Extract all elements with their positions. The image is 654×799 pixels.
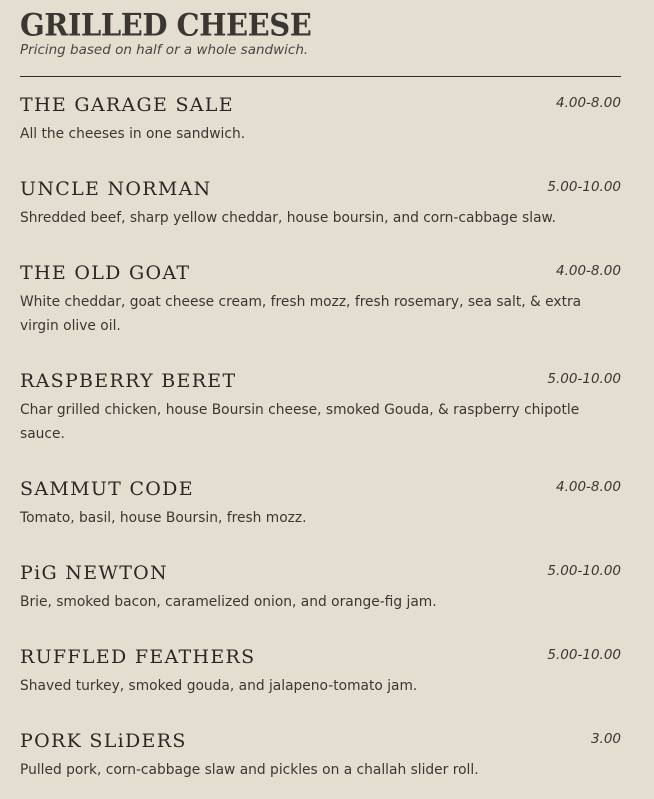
item-description: Brie, smoked bacon, caramelized onion, and orange-fig jam. xyxy=(20,594,437,610)
section-divider xyxy=(20,76,621,77)
item-name: RUFFLED FEATHERS xyxy=(20,646,256,668)
item-description: Char grilled chicken, house Boursin cheese, smoked Gouda, & raspberry chipotle sauce. xyxy=(20,402,580,442)
item-price: 3.00 xyxy=(590,731,621,747)
menu-item xyxy=(20,93,621,146)
item-price: 4.00-8.00 xyxy=(556,263,621,279)
item-name: PiG NEWTON xyxy=(20,562,168,584)
menu-item xyxy=(20,729,621,782)
item-name: RASPBERRY BERET xyxy=(20,370,237,392)
menu-item xyxy=(20,261,621,338)
menu-item xyxy=(20,177,621,230)
item-description: Shredded beef, sharp yellow cheddar, house boursin, and corn-cabbage slaw. xyxy=(20,210,556,226)
item-description: Pulled pork, corn-cabbage slaw and pickles on a challah slider roll. xyxy=(20,762,479,778)
item-price: 5.00-10.00 xyxy=(547,563,621,579)
item-name: UNCLE NORMAN xyxy=(20,178,212,200)
item-name: THE OLD GOAT xyxy=(20,262,191,284)
section-title: GRILLED CHEESE xyxy=(20,6,312,43)
section-subtitle: Pricing based on half or a whole sandwich. xyxy=(20,42,309,58)
item-description: White cheddar, goat cheese cream, fresh mozz, fresh rosemary, sea salt, & extra virgin olive oil. xyxy=(20,294,582,334)
item-price: 5.00-10.00 xyxy=(547,179,621,195)
item-name: THE GARAGE SALE xyxy=(20,94,234,116)
menu-item xyxy=(20,477,621,530)
menu-item-list xyxy=(20,93,622,782)
menu-item xyxy=(20,645,621,698)
item-price: 5.00-10.00 xyxy=(547,647,621,663)
menu-item xyxy=(20,369,621,446)
item-name: SAMMUT CODE xyxy=(20,478,194,500)
item-price: 4.00-8.00 xyxy=(556,95,621,111)
item-price: 4.00-8.00 xyxy=(556,479,621,495)
menu-item xyxy=(20,561,621,614)
item-name: PORK SLiDERS xyxy=(20,730,187,752)
item-description: Shaved turkey, smoked gouda, and jalapeno-tomato jam. xyxy=(20,678,418,694)
item-description: Tomato, basil, house Boursin, fresh mozz. xyxy=(20,510,307,526)
item-description: All the cheeses in one sandwich. xyxy=(20,126,246,142)
item-price: 5.00-10.00 xyxy=(547,371,621,387)
